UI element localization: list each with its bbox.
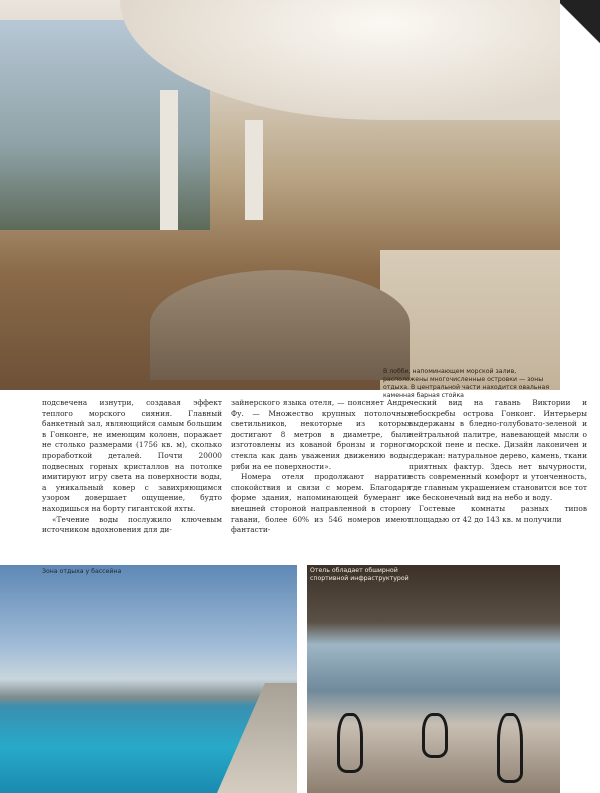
page-edge-decoration bbox=[560, 0, 600, 55]
pool-caption: Зона отдыха у бассейна bbox=[42, 568, 122, 575]
lobby-photo bbox=[0, 0, 560, 399]
pool-deck bbox=[217, 683, 297, 793]
article-column-1 bbox=[42, 398, 222, 536]
article-column-3 bbox=[409, 398, 587, 525]
pool-photo bbox=[0, 565, 297, 793]
paragraph: Номера отеля продолжают нарратив спокойствия и связи с морем. Благодаря форме здания, напоминающей бумеранг и внешней стороной направленной в сторону гавани, более 60% из 546 номеров имеют фантасти- bbox=[231, 472, 411, 535]
gym-photo bbox=[307, 565, 560, 793]
exercise-bike bbox=[422, 713, 448, 758]
paragraph: зайнерского языка отеля, — поясняет Андре Фу. — Множество крупных потолочных светильников, некоторые из которых достигают 8 метров в диаметре, были изготовлены из кованой бронзы и горного стекла как дань уважения движению воды, ряби на ее поверхности». bbox=[231, 398, 411, 471]
paragraph: подсвечена изнутри, создавая эффект теплого морского сияния. Главный банкетный зал, являющийся самым большим в Гонконге, не имеющим колонн, поражает не столько размерами (1756 кв. м), сколько проработкой деталей. Почти 20000 подвесных горных кристаллов на потолке имитируют игру света на поверхности воды, а уникальный ковер с завихряющимся узором довершает ощущение, будто находишься на борту гигантской яхты. bbox=[42, 398, 222, 513]
exercise-bike bbox=[497, 713, 523, 783]
lobby-bar-counter bbox=[150, 270, 410, 380]
paragraph: ческий вид на гавань Виктории и небоскребы острова Гонконг. Интерьеры выдержаны в бледно-голубовато-зеленой и нейтральной палитре, навевающей мысли о морской пене и песке. Дизайн лаконичен и сдержан: натуральное дерево, камень, ткани приятных фактур. Здесь нет вычурности, есть современный комфорт и утонченность, где главным украшением становится все тот же бесконечный вид на небо и воду. bbox=[409, 398, 587, 503]
paragraph: Гостевые комнаты разных типов площадью от 42 до 143 кв. м получили bbox=[409, 503, 587, 524]
lobby-column bbox=[160, 90, 178, 230]
gym-caption: Отель обладает обширной спортивной инфраструктурой bbox=[310, 567, 409, 582]
paragraph: «Течение воды послужило ключевым источником вдохновения для ди- bbox=[42, 514, 222, 535]
lobby-column bbox=[245, 120, 263, 220]
article-column-2 bbox=[231, 398, 411, 536]
exercise-bike bbox=[337, 713, 363, 773]
lobby-caption: В лобби, напоминающем морской залив, расположены многочисленные островки — зоны отдыха. В центральной части находится овальная каменная барная стойка bbox=[383, 368, 550, 399]
